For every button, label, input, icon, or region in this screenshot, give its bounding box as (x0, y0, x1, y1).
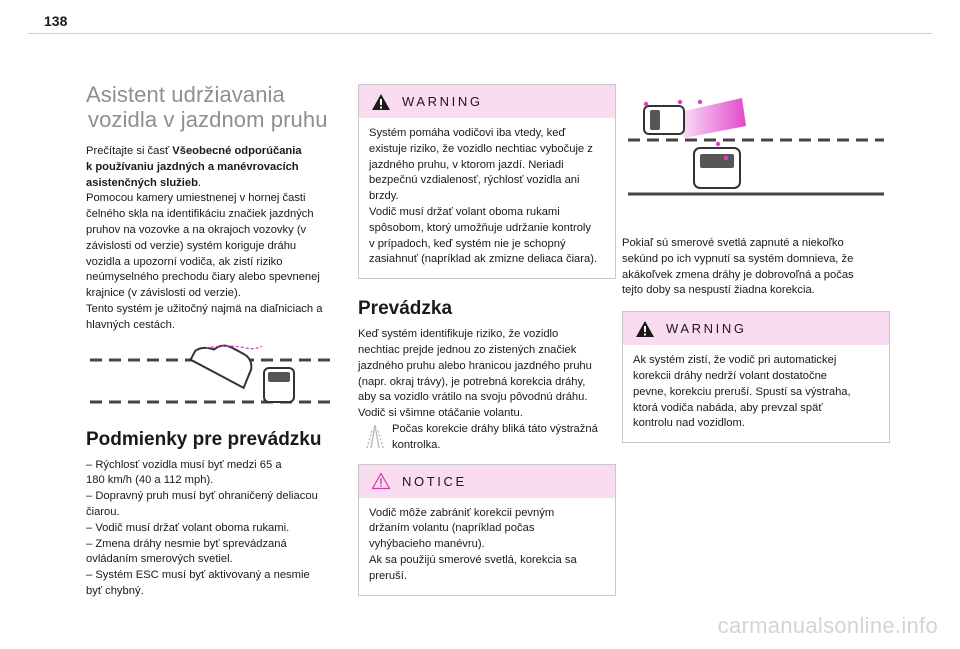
text-line: aby sa vozidlo vrátilo na svoju pôvodnú dráhu. (358, 391, 588, 404)
text-line: vozidla a upozorní vodiča, ak zistí riziko (86, 255, 283, 268)
text-line: kontrolka. (392, 438, 441, 451)
conditions-list (86, 458, 342, 600)
section-title-line-1: Asistent udržiavania (86, 82, 285, 107)
text-line: Pokiaľ sú smerové svetlá zapnuté a niekoľko (622, 237, 844, 249)
text-line: (napr. okraj trávy), je potrebná korekcia dráhy, (358, 375, 586, 388)
list-item: ovládaním smerových svetiel. (86, 553, 233, 566)
turn-signal-icon (644, 102, 648, 106)
text-line: Ak systém zistí, že vodič pri automatickej (633, 354, 837, 367)
list-item: čiarou. (86, 505, 120, 518)
turn-signal-illustration (622, 84, 890, 200)
turn-signal-icon (678, 100, 682, 104)
text-line: pevne, korekciu preruší. Spustí sa výstraha, (633, 385, 851, 398)
text-line: krajnice (v závislosti od verzie). (86, 287, 241, 300)
text-line: zasiahnuť (napríklad ak zmizne deliaca čiara). (369, 253, 598, 266)
text-line: existuje riziko, že vozidlo nechtiac vybočuje z (369, 142, 593, 155)
warning-body (359, 118, 615, 278)
section-title-line-2: vozidla v jazdnom pruhu (88, 107, 328, 132)
warning-triangle-icon (635, 320, 655, 338)
lamp-note (358, 422, 616, 454)
intro-link-2: k používaniu jazdných a manévrovacích (86, 160, 299, 173)
warning-body-2 (623, 345, 889, 442)
list-item: – Dopravný pruh musí byť ohraničený deliacou (86, 490, 318, 503)
watermark: carmanualsonline.info (717, 613, 938, 638)
text-line: neúmyselného prechodu čiary alebo spevnenej (86, 271, 320, 284)
turn-signal-icon (698, 100, 702, 104)
list-item: – Zmena dráhy nesmie byť sprevádzaná (86, 537, 287, 550)
text-line: v prípadoch, keď systém nie je schopný (369, 237, 566, 250)
intro-suffix: . (197, 176, 202, 189)
column-3 (622, 84, 890, 443)
warning-box (358, 84, 616, 279)
text-line: jazdného pruhu alebo hranicou jazdného pruhu (358, 359, 592, 372)
text-line: tejto doby sa nespustí žiadna korekcia. (622, 284, 815, 297)
text-line: brzdy. (369, 190, 399, 203)
text-line: bezpečnú vzdialenosť, rýchlosť vozidla ani (369, 174, 580, 187)
page-number: 138 (44, 13, 68, 29)
description-paragraph (86, 191, 342, 302)
intro-paragraph (86, 144, 342, 191)
text-line: korekcii dráhy nedrží volant dostatočne (633, 369, 828, 382)
header-divider (28, 33, 932, 34)
list-item: byť chybný. (86, 584, 144, 597)
turn-signal-paragraph (622, 236, 890, 299)
notice-body (359, 498, 615, 595)
list-item: – Rýchlosť vozidla musí byť medzi 65 a (86, 458, 282, 471)
car-corrected (264, 368, 294, 402)
text-line: Tento systém je užitočný najmä na diaľniciach a (86, 302, 323, 315)
text-line: ktorá vodiča nabáda, aby prevzal späť (633, 401, 823, 414)
notice-label: NOTICE (402, 473, 467, 489)
car-drifting (191, 344, 258, 388)
text-line: Vodič si všimne otáčanie volantu. (358, 407, 523, 420)
lane-warning-lamp-icon (358, 422, 392, 452)
operation-paragraph (358, 327, 616, 422)
text-line: spôsobom, ktorý umožňuje udržanie kontroly (369, 221, 591, 234)
warning-box-2 (622, 311, 890, 443)
text-line: nechtiac prejde jednou zo zistených značiek (358, 343, 577, 356)
conditions-title: Podmienky pre prevádzku (86, 428, 322, 450)
notice-header (359, 465, 615, 498)
warning-label: WARNING (402, 94, 483, 109)
intro-link-3: asistenčných služieb (86, 176, 198, 189)
notice-triangle-icon (371, 472, 391, 490)
notice-box (358, 464, 616, 596)
warning-triangle-icon (371, 93, 391, 111)
text-line: Ak sa použijú smerové svetlá, korekcia sa (369, 553, 577, 566)
lane-keeping-illustration (86, 344, 342, 414)
lane-change-zone (680, 98, 746, 138)
text-line: Systém pomáha vodičovi iba vtedy, keď (369, 127, 566, 139)
car-upper (644, 106, 684, 134)
text-line: sekúnd po ich vypnutí sa systém domnieva, že (622, 252, 854, 265)
text-line: pruhov na vozovke a na okrajoch vozovky (v (86, 223, 307, 236)
text-line: Počas korekcie dráhy bliká táto výstražná (392, 422, 598, 435)
warning-header (359, 85, 615, 118)
text-line: hlavných cestách. (86, 318, 175, 331)
list-item: – Systém ESC musí byť aktivovaný a nesmie (86, 569, 310, 582)
list-item: 180 km/h (40 a 112 mph). (86, 474, 214, 487)
text-line: závislosti od verzie) systém koriguje dráhu (86, 239, 297, 252)
text-line: Vodič musí držať volant oboma rukami (369, 205, 560, 218)
column-2 (358, 84, 616, 596)
text-line: kontrolu nad vozidlom. (633, 417, 745, 430)
car-lower (694, 148, 740, 188)
warning-label-2: WARNING (666, 321, 747, 337)
intro-link-1: Všeobecné odporúčania (172, 145, 302, 157)
text-line: čelného skla na identifikáciu značiek jazdných (86, 208, 314, 221)
text-line: Pomocou kamery umiestnenej v hornej časti (86, 192, 306, 205)
text-line: vyhýbacieho manévru). (369, 538, 485, 551)
list-item: – Vodič musí držať volant oboma rukami. (86, 521, 290, 534)
text-line: akákoľvek zmena dráhy je dobrovoľná a počas (622, 268, 854, 281)
usage-paragraph (86, 302, 342, 334)
intro-prefix: Prečítajte si časť (86, 145, 173, 157)
column-1 (86, 82, 342, 600)
text-line: jazdného pruhu, v ktorom jazdí. Neriadi (369, 158, 564, 171)
warning-header-2 (623, 312, 889, 345)
turn-signal-icon (724, 156, 728, 160)
text-line: Vodič môže zabrániť korekcii pevným (369, 506, 555, 519)
turn-signal-icon (716, 142, 720, 146)
operation-title: Prevádzka (358, 298, 453, 320)
text-line: preruší. (369, 569, 407, 582)
text-line: držaním volantu (napríklad počas (369, 522, 535, 535)
section-title (86, 82, 342, 132)
text-line: Keď systém identifikuje riziko, že vozidlo (358, 328, 559, 341)
